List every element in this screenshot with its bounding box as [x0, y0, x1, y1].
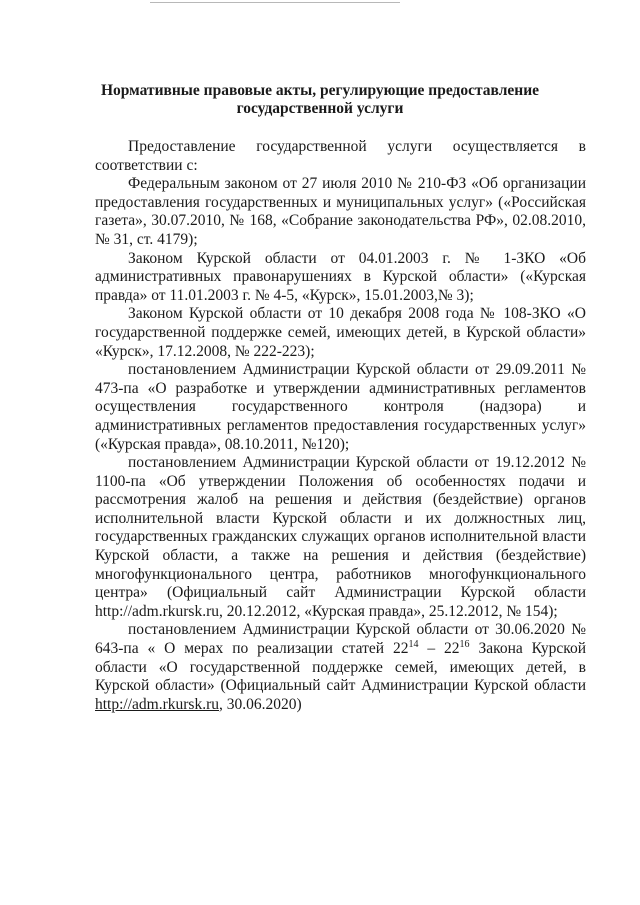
p6-text-c: Закона Курской области «О государственной поддержке семей, имеющих детей, в Курской области» (Официальный сайт Администрации Курской области	[95, 640, 587, 695]
intro-paragraph: Предоставление государственной услуги осуществляется в соответствии с:	[95, 138, 586, 174]
p6-text-a: постановлением Администрации Курской области от 30.06.2020 № 643-па « О мерах по реализации статей 22	[95, 621, 586, 658]
website-link[interactable]: http://adm.rkursk.ru	[95, 695, 219, 713]
title-line-1: Нормативные правовые акты, регулирующие предоставление	[100, 82, 540, 99]
paragraph-resolution-2020	[95, 621, 586, 714]
paragraph-resolution-2011: постановлением Администрации Курской области от 29.09.2011 № 473-па «О разработке и утверждении административных регламентов осуществления государственного контроля (надзора) и административных регламентов предоставления государственных услуг» («Курская правда», 08.10.2011, №120);	[95, 361, 586, 453]
paragraph-kursk-law-2008: Законом Курской области от 10 декабря 2008 года № 108-ЗКО «О государственной поддержке семей, имеющих детей, в Курской области» «Курск», 17.12.2008, № 222-223);	[95, 305, 586, 360]
p6-text-b: – 22	[418, 640, 460, 658]
paragraph-kursk-law-2003: Законом Курской области от 04.01.2003 г. № 1-ЗКО «Об административных правонарушениях в Курской области» («Курская правда» от 11.01.2003 г. № 4-5, «Курск», 15.01.2003,№ 3);	[95, 249, 586, 304]
title-line-2: государственной услуги	[236, 100, 404, 117]
scan-edge-line	[150, 2, 400, 3]
paragraph-resolution-2012: постановлением Администрации Курской области от 19.12.2012 № 1100-па «Об утверждении Положения об особенностях подачи и рассмотрения жалоб на решения и действия (бездействие) органов исполнительной власти Курской области и их должностных лиц, государственных гражданских служащих органов исполнительной власти Курской области, а также на решения и действия (бездействие) многофункционального центра, работников многофункционального центра» (Официальный сайт Администрации Курской области http://adm.rkursk.ru, 20.12.2012, «Курская правда», 25.12.2012, № 154);	[95, 454, 586, 620]
document-title	[90, 82, 550, 118]
p6-superscript-1: 14	[408, 638, 419, 650]
paragraph-federal-law: Федеральным законом от 27 июля 2010 № 210-ФЗ «Об организации предоставления государственных и муниципальных услуг» («Российская газета», 30.07.2010, № 168, «Собрание законодательства РФ», 02.08.2010, № 31, ст. 4179);	[95, 175, 586, 248]
p6-superscript-2: 16	[459, 638, 470, 650]
p6-text-d: , 30.06.2020)	[219, 695, 302, 713]
document-body	[95, 138, 586, 714]
